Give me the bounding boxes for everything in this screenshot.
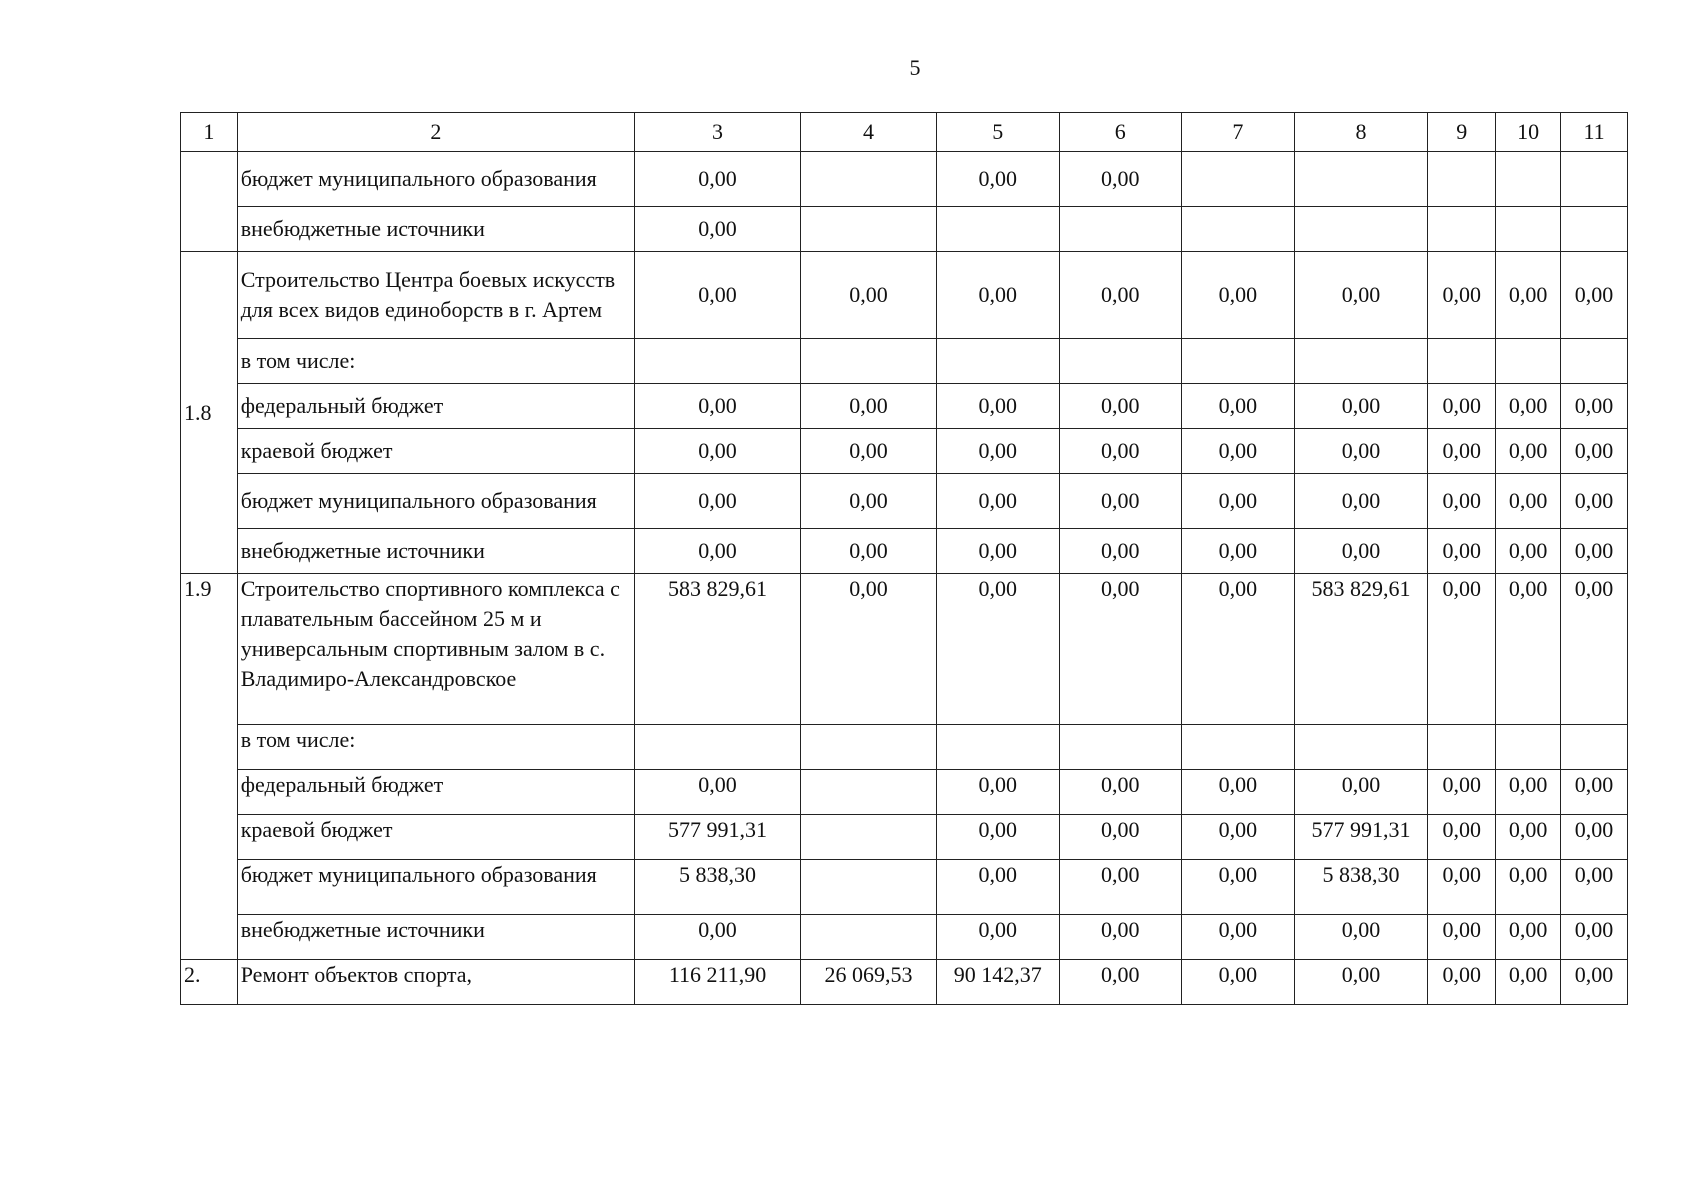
value-cell [936, 207, 1059, 252]
row-label: в том числе: [237, 725, 634, 770]
value-cell: 0,00 [1182, 252, 1294, 339]
row-label: краевой бюджет [237, 429, 634, 474]
table-row [181, 860, 1628, 915]
value-cell: 0,00 [936, 529, 1059, 574]
row-index: 2. [181, 960, 238, 1005]
header-row [181, 113, 1628, 152]
value-cell: 0,00 [1428, 770, 1496, 815]
budget-table [180, 112, 1628, 1005]
value-cell: 116 211,90 [634, 960, 800, 1005]
value-cell: 0,00 [1294, 474, 1428, 529]
value-cell: 0,00 [1428, 252, 1496, 339]
value-cell: 0,00 [801, 529, 937, 574]
value-cell: 0,00 [801, 252, 937, 339]
value-cell [1059, 725, 1182, 770]
value-cell: 0,00 [801, 574, 937, 725]
value-cell: 0,00 [801, 429, 937, 474]
value-cell: 0,00 [936, 474, 1059, 529]
value-cell [801, 770, 937, 815]
value-cell [1496, 339, 1561, 384]
value-cell: 0,00 [1059, 252, 1182, 339]
value-cell: 0,00 [936, 384, 1059, 429]
table-row [181, 815, 1628, 860]
row-index: 1.8 [181, 252, 238, 574]
value-cell: 0,00 [1496, 574, 1561, 725]
value-cell [1496, 152, 1561, 207]
value-cell [1294, 152, 1428, 207]
value-cell: 0,00 [1496, 815, 1561, 860]
row-label: внебюджетные источники [237, 915, 634, 960]
value-cell: 0,00 [1561, 860, 1628, 915]
table-row [181, 474, 1628, 529]
value-cell: 0,00 [634, 384, 800, 429]
value-cell: 0,00 [634, 152, 800, 207]
value-cell [801, 815, 937, 860]
value-cell: 0,00 [1561, 960, 1628, 1005]
value-cell: 0,00 [1428, 960, 1496, 1005]
value-cell: 0,00 [1561, 770, 1628, 815]
column-header: 11 [1561, 113, 1628, 152]
value-cell: 0,00 [1561, 252, 1628, 339]
value-cell: 0,00 [1294, 915, 1428, 960]
value-cell: 0,00 [1496, 429, 1561, 474]
value-cell: 0,00 [634, 252, 800, 339]
value-cell: 0,00 [1428, 474, 1496, 529]
value-cell: 0,00 [1294, 252, 1428, 339]
value-cell: 0,00 [1496, 770, 1561, 815]
value-cell: 0,00 [936, 152, 1059, 207]
page-number: 5 [909, 55, 921, 80]
value-cell [1561, 725, 1628, 770]
table-row [181, 207, 1628, 252]
value-cell: 0,00 [634, 429, 800, 474]
value-cell: 0,00 [1182, 770, 1294, 815]
value-cell: 0,00 [1428, 815, 1496, 860]
value-cell: 0,00 [1428, 429, 1496, 474]
value-cell: 0,00 [1428, 915, 1496, 960]
value-cell [801, 207, 937, 252]
value-cell: 0,00 [1428, 384, 1496, 429]
value-cell: 0,00 [936, 860, 1059, 915]
value-cell: 0,00 [634, 474, 800, 529]
value-cell: 0,00 [1182, 860, 1294, 915]
row-label: Строительство спортивного комплекса с плавательным бассейном 25 м и универсальным спортивным залом в с. Владимиро-Александровское [237, 574, 634, 725]
value-cell: 0,00 [1294, 960, 1428, 1005]
value-cell [1182, 152, 1294, 207]
column-header: 5 [936, 113, 1059, 152]
value-cell [1294, 207, 1428, 252]
value-cell: 0,00 [1561, 915, 1628, 960]
row-label: краевой бюджет [237, 815, 634, 860]
value-cell [801, 915, 937, 960]
row-label: внебюджетные источники [237, 207, 634, 252]
table-row [181, 252, 1628, 339]
value-cell: 0,00 [1496, 384, 1561, 429]
value-cell [1294, 725, 1428, 770]
column-header: 10 [1496, 113, 1561, 152]
value-cell: 0,00 [1496, 860, 1561, 915]
value-cell: 0,00 [1059, 960, 1182, 1005]
value-cell [1496, 207, 1561, 252]
value-cell: 0,00 [634, 770, 800, 815]
value-cell: 0,00 [1182, 815, 1294, 860]
value-cell [801, 152, 937, 207]
row-index: 1.9 [181, 574, 238, 960]
value-cell: 0,00 [936, 915, 1059, 960]
value-cell: 26 069,53 [801, 960, 937, 1005]
value-cell: 0,00 [634, 529, 800, 574]
value-cell: 0,00 [634, 915, 800, 960]
column-header: 4 [801, 113, 937, 152]
value-cell: 0,00 [1294, 529, 1428, 574]
table-row [181, 770, 1628, 815]
value-cell [1428, 339, 1496, 384]
row-label: бюджет муниципального образования [237, 860, 634, 915]
value-cell: 0,00 [936, 429, 1059, 474]
value-cell: 5 838,30 [634, 860, 800, 915]
value-cell: 0,00 [1182, 474, 1294, 529]
value-cell: 0,00 [1428, 860, 1496, 915]
value-cell [1428, 725, 1496, 770]
value-cell: 0,00 [1561, 815, 1628, 860]
column-header: 2 [237, 113, 634, 152]
table-row [181, 960, 1628, 1005]
column-header: 8 [1294, 113, 1428, 152]
value-cell: 0,00 [936, 770, 1059, 815]
value-cell: 0,00 [634, 207, 800, 252]
value-cell [1059, 207, 1182, 252]
value-cell: 0,00 [1496, 960, 1561, 1005]
value-cell: 0,00 [1059, 770, 1182, 815]
value-cell: 0,00 [801, 384, 937, 429]
value-cell [1182, 725, 1294, 770]
value-cell: 0,00 [1428, 574, 1496, 725]
value-cell: 0,00 [1561, 384, 1628, 429]
row-label: бюджет муниципального образования [237, 152, 634, 207]
value-cell: 0,00 [1059, 152, 1182, 207]
row-label: федеральный бюджет [237, 770, 634, 815]
value-cell: 0,00 [1496, 474, 1561, 529]
value-cell: 577 991,31 [634, 815, 800, 860]
row-label: бюджет муниципального образования [237, 474, 634, 529]
value-cell: 0,00 [1059, 574, 1182, 725]
value-cell: 0,00 [1059, 529, 1182, 574]
value-cell [1561, 207, 1628, 252]
value-cell: 0,00 [1182, 915, 1294, 960]
row-label: в том числе: [237, 339, 634, 384]
value-cell: 0,00 [1561, 529, 1628, 574]
value-cell: 0,00 [1059, 915, 1182, 960]
row-label: федеральный бюджет [237, 384, 634, 429]
value-cell [801, 860, 937, 915]
value-cell [936, 339, 1059, 384]
value-cell [801, 339, 937, 384]
value-cell [1182, 339, 1294, 384]
value-cell: 0,00 [1294, 429, 1428, 474]
value-cell: 583 829,61 [1294, 574, 1428, 725]
value-cell: 0,00 [1561, 574, 1628, 725]
value-cell [1428, 207, 1496, 252]
table-row [181, 339, 1628, 384]
column-header: 7 [1182, 113, 1294, 152]
value-cell: 0,00 [1294, 384, 1428, 429]
value-cell [801, 725, 937, 770]
table-body [181, 152, 1628, 1005]
column-header: 3 [634, 113, 800, 152]
table-row [181, 915, 1628, 960]
value-cell: 0,00 [1182, 429, 1294, 474]
table-row [181, 529, 1628, 574]
value-cell: 577 991,31 [1294, 815, 1428, 860]
value-cell: 0,00 [1561, 429, 1628, 474]
table-row [181, 574, 1628, 725]
value-cell [1294, 339, 1428, 384]
value-cell [1428, 152, 1496, 207]
value-cell: 5 838,30 [1294, 860, 1428, 915]
value-cell: 0,00 [936, 574, 1059, 725]
row-label: внебюджетные источники [237, 529, 634, 574]
value-cell: 0,00 [1428, 529, 1496, 574]
value-cell: 0,00 [1496, 252, 1561, 339]
value-cell: 0,00 [1059, 429, 1182, 474]
value-cell: 0,00 [801, 474, 937, 529]
column-header: 1 [181, 113, 238, 152]
value-cell [1182, 207, 1294, 252]
table-row [181, 429, 1628, 474]
value-cell: 0,00 [1059, 474, 1182, 529]
value-cell: 0,00 [1561, 474, 1628, 529]
table-row [181, 725, 1628, 770]
value-cell: 0,00 [936, 815, 1059, 860]
value-cell: 0,00 [1182, 574, 1294, 725]
value-cell [936, 725, 1059, 770]
value-cell: 0,00 [1059, 815, 1182, 860]
value-cell [1496, 725, 1561, 770]
table-row [181, 152, 1628, 207]
row-label: Ремонт объектов спорта, [237, 960, 634, 1005]
value-cell: 90 142,37 [936, 960, 1059, 1005]
value-cell: 0,00 [1496, 529, 1561, 574]
value-cell: 583 829,61 [634, 574, 800, 725]
value-cell: 0,00 [1182, 960, 1294, 1005]
row-label: Строительство Центра боевых искусств для всех видов единоборств в г. Артем [237, 252, 634, 339]
value-cell: 0,00 [1059, 860, 1182, 915]
value-cell: 0,00 [1182, 384, 1294, 429]
row-index [181, 152, 238, 252]
value-cell: 0,00 [936, 252, 1059, 339]
value-cell [634, 725, 800, 770]
value-cell [1561, 339, 1628, 384]
table-row [181, 384, 1628, 429]
column-header: 6 [1059, 113, 1182, 152]
value-cell [1059, 339, 1182, 384]
value-cell: 0,00 [1182, 529, 1294, 574]
value-cell: 0,00 [1496, 915, 1561, 960]
column-header: 9 [1428, 113, 1496, 152]
value-cell [634, 339, 800, 384]
value-cell: 0,00 [1059, 384, 1182, 429]
value-cell [1561, 152, 1628, 207]
value-cell: 0,00 [1294, 770, 1428, 815]
